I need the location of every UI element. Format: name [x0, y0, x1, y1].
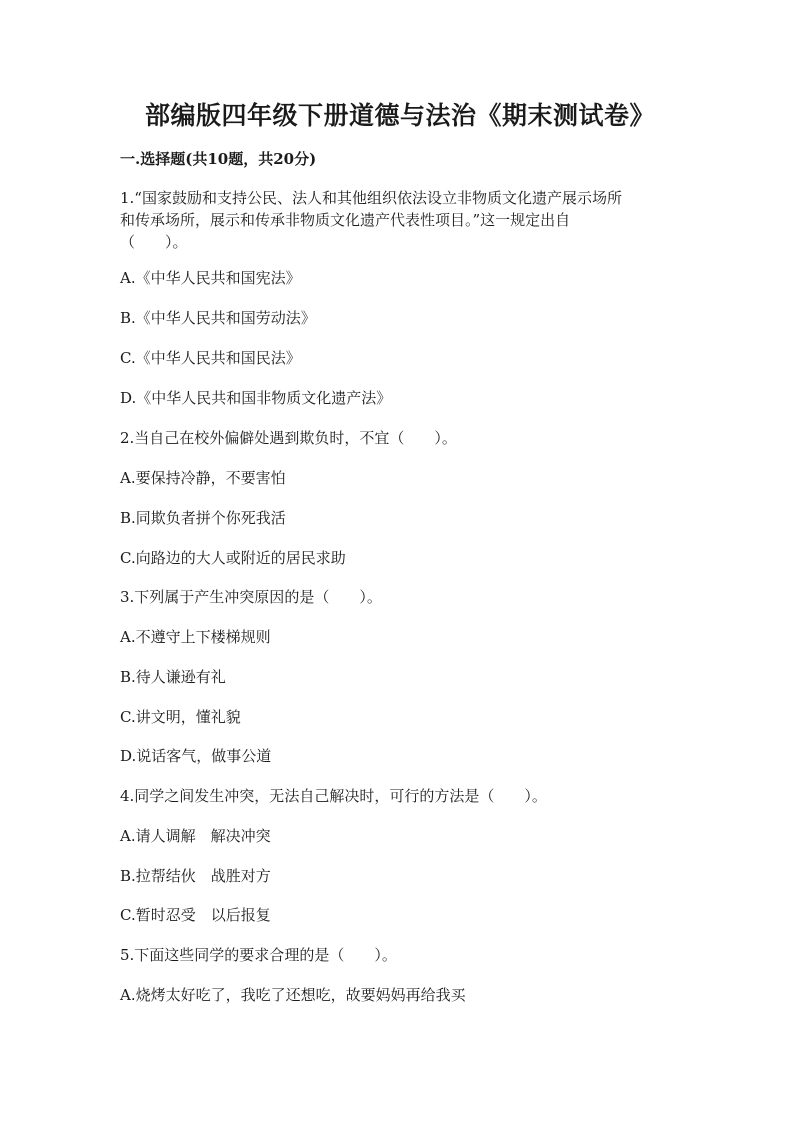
question-5-option-a: A.烧烤太好吃了，我吃了还想吃，故要妈妈再给我买 [120, 986, 466, 1004]
question-3-option-a: A.不遵守上下楼梯规则 [120, 628, 271, 646]
question-3-option-d: D.说话客气，做事公道 [120, 747, 272, 765]
question-2-option-b: B.同欺负者拼个你死我活 [120, 509, 286, 527]
question-5-stem: 5.下面这些同学的要求合理的是（ ）。 [120, 946, 397, 964]
question-1-stem-line-1: 1.“国家鼓励和支持公民、法人和其他组织依法设立非物质文化遗产展示场所 [120, 189, 622, 207]
question-3-option-c: C.讲文明，懂礼貌 [120, 708, 241, 726]
question-4-option-c: C.暂时忍受 以后报复 [120, 906, 271, 924]
question-2-option-a: A.要保持冷静，不要害怕 [120, 469, 286, 487]
question-4-option-a: A.请人调解 解决冲突 [120, 827, 271, 845]
page-title: 部编版四年级下册道德与法治《期末测试卷》 [144, 101, 655, 130]
question-3-stem: 3.下列属于产生冲突原因的是（ ）。 [120, 588, 382, 606]
question-2-option-c: C.向路边的大人或附近的居民求助 [120, 549, 346, 567]
question-4-stem: 4.同学之间发生冲突，无法自己解决时，可行的方法是（ ）。 [120, 787, 547, 805]
question-1-stem-line-2: 和传承场所，展示和传承非物质文化遗产代表性项目。”这一规定出自 [120, 211, 571, 229]
question-3-option-b: B.待人谦逊有礼 [120, 668, 226, 686]
question-1-option-b: B.《中华人民共和国劳动法》 [120, 309, 316, 327]
section-heading: 一.选择题(共10题，共20分) [120, 150, 317, 168]
question-1-stem-line-3: （ ）。 [120, 233, 188, 251]
question-1-option-a: A.《中华人民共和国宪法》 [120, 269, 301, 287]
question-1-option-d: D.《中华人民共和国非物质文化遗产法》 [120, 389, 392, 407]
question-1-option-c: C.《中华人民共和国民法》 [120, 349, 301, 367]
question-2-stem: 2.当自己在校外偏僻处遇到欺负时，不宜（ ）。 [120, 429, 457, 447]
question-4-option-b: B.拉帮结伙 战胜对方 [120, 867, 271, 885]
